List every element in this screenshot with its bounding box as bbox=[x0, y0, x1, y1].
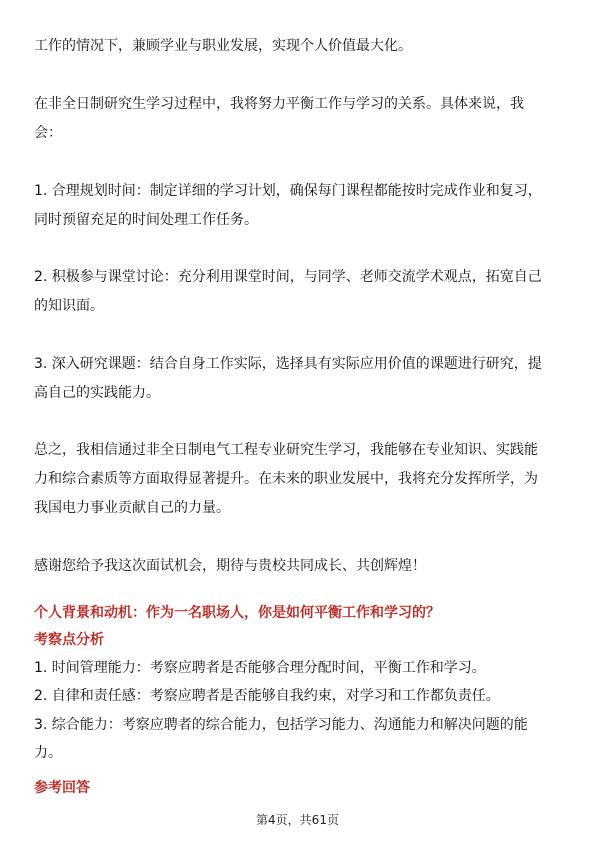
analysis-heading: 考察点分析 bbox=[34, 632, 104, 648]
answer-heading: 参考回答 bbox=[34, 780, 90, 796]
paragraph-line: 我国电力事业贡献自己的力量。 bbox=[34, 500, 230, 516]
list-item-line: 3. 深入研究课题：结合自身工作实际，选择具有实际应用价值的课题进行研究，提 bbox=[34, 356, 542, 372]
list-item-line: 1. 合理规划时间：制定详细的学习计划，确保每门课程都能按时完成作业和复习， bbox=[34, 183, 542, 199]
paragraph-line: 总之，我相信通过非全日制电气工程专业研究生学习，我能够在专业知识、实践能 bbox=[34, 442, 538, 458]
paragraph-line: 在非全日制研究生学习过程中，我将努力平衡工作与学习的关系。具体来说，我 bbox=[34, 96, 524, 112]
analysis-point: 3. 综合能力：考察应聘者的综合能力，包括学习能力、沟通能力和解决问题的能 bbox=[34, 717, 528, 733]
paragraph-line: 感谢您给予我这次面试机会，期待与贵校共同成长、共创辉煌！ bbox=[34, 558, 426, 574]
analysis-point: 力。 bbox=[34, 745, 62, 761]
paragraph-line: 工作的情况下，兼顾学业与职业发展，实现个人价值最大化。 bbox=[34, 38, 412, 54]
list-item-line: 的知识面。 bbox=[34, 298, 104, 314]
analysis-point: 2. 自律和责任感：考察应聘者是否能够自我约束，对学习和工作都负责任。 bbox=[34, 688, 500, 704]
paragraph-line: 力和综合素质等方面取得显著提升。在未来的职业发展中，我将充分发挥所学，为 bbox=[34, 471, 538, 487]
list-item-line: 高自己的实践能力。 bbox=[34, 385, 160, 401]
question-title: 个人背景和动机：作为一名职场人，你是如何平衡工作和学习的？ bbox=[34, 605, 440, 621]
paragraph-line: 会： bbox=[34, 125, 62, 141]
list-item-line: 同时预留充足的时间处理工作任务。 bbox=[34, 212, 258, 228]
page-number: 第4页，共61页 bbox=[256, 813, 339, 827]
list-item-line: 2. 积极参与课堂讨论：充分利用课堂时间，与同学、老师交流学术观点，拓宽自己 bbox=[34, 269, 542, 285]
analysis-point: 1. 时间管理能力：考察应聘者是否能够合理分配时间，平衡工作和学习。 bbox=[34, 660, 486, 676]
